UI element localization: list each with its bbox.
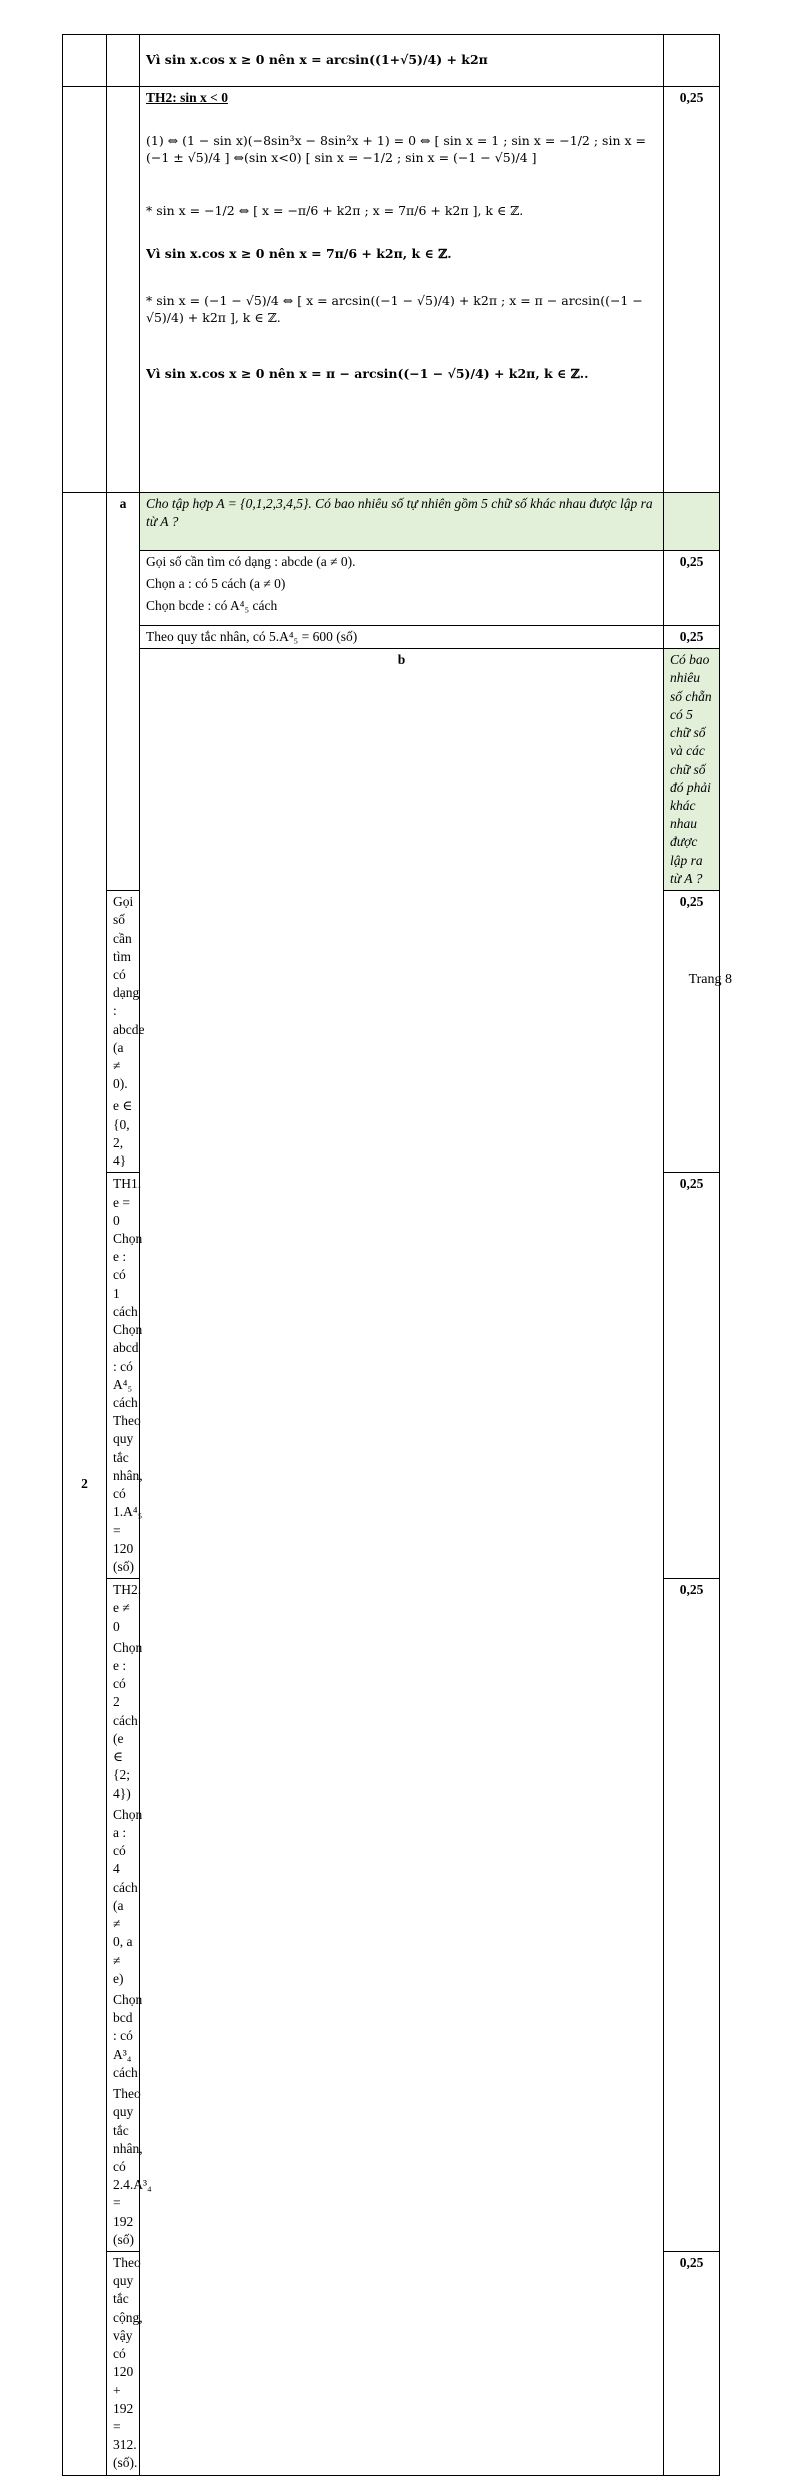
solution-line: Vì sin x.cos x ≥ 0 nên x = π − arcsin((−1 − √5)/4) + k2π, k ∈ ℤ.. xyxy=(146,366,589,382)
solution-line: (1) ⇔ (1 − sin x)(−8sin³x − 8sin²x + 1) = 0 ⇔ [ sin x = 1 ; sin x = −1/2 ; sin x = (−1 ± √5)/4 ] ⇔(sin x<0) [ sin x = −1/2 ; sin x = (−1 − √5)/4 ] xyxy=(146,133,646,166)
solution-line: Chọn e : có 1 cách xyxy=(113,1231,143,1319)
solution-line: * sin x = (−1 − √5)/4 ⇔ [ x = arcsin((−1 − √5)/4) + k2π ; x = π − arcsin((−1 − √5)/4) + k2π ], k ∈ ℤ. xyxy=(146,292,643,325)
solution-line: Theo quy tắc cộng, vậy có 120 + 192 = 312. (số). xyxy=(113,2255,143,2471)
question-text: Có bao nhiêu số chẵn có 5 chữ số và các chữ số đó phải khác nhau được lập ra từ A ? xyxy=(664,649,720,891)
solution-line: Chọn abcd : có A⁴₅ cách xyxy=(113,1322,143,1410)
score-cell: 0,25 xyxy=(664,1579,720,2252)
table-row xyxy=(63,626,720,649)
table-row xyxy=(63,87,720,493)
solution-line: Vì sin x.cos x ≥ 0 nên x = 7π/6 + k2π, k ∈ ℤ. xyxy=(146,245,452,261)
table-row xyxy=(63,493,720,551)
solution-cell xyxy=(107,1579,152,2252)
table-row xyxy=(63,649,720,891)
solution-cell xyxy=(140,551,664,626)
solution-cell xyxy=(140,87,664,493)
solution-line: Vì sin x.cos x ≥ 0 nên x = arcsin((1+√5)/4) + k2π xyxy=(146,52,488,68)
answer-table xyxy=(62,34,720,2476)
solution-line: * sin x = −1/2 ⇔ [ x = −π/6 + k2π ; x = 7π/6 + k2π ], k ∈ ℤ. xyxy=(146,202,524,218)
solution-cell xyxy=(140,35,664,87)
solution-line: Chọn e : có 2 cách (e ∈ {2; 4}) xyxy=(113,1639,143,1801)
score-cell xyxy=(664,35,720,87)
solution-line: Chọn bcde : có A⁴₅ cách xyxy=(146,598,278,614)
score-cell: 0,25 xyxy=(664,551,720,626)
solution-cell xyxy=(107,1173,143,1579)
solution-line: Gọi số cần tìm có dạng : abcde (a ≠ 0). xyxy=(113,894,145,1092)
solution-line: Theo quy tắc nhân, có 5.A⁴₅ = 600 (số) xyxy=(146,629,358,644)
solution-cell xyxy=(107,2252,143,2476)
case-heading: TH2: sin x < 0 xyxy=(146,90,228,105)
solution-line: Chọn a : có 5 cách (a ≠ 0) xyxy=(146,576,286,592)
question-number-cell xyxy=(63,87,107,493)
solution-line: Theo quy tắc nhân, có 1.A⁴₅ = 120 (số) xyxy=(113,1413,143,1574)
part-label-cell xyxy=(107,87,140,493)
solution-line: Chọn a : có 4 cách (a ≠ 0, a ≠ e) xyxy=(113,1806,143,1986)
solution-line: Gọi số cần tìm có dạng : abcde (a ≠ 0). xyxy=(146,554,356,569)
score-cell xyxy=(664,493,720,551)
part-label-cell xyxy=(107,35,140,87)
question-number-cell: 2 xyxy=(63,493,107,2476)
page-number: Trang 8 xyxy=(688,972,732,987)
score-cell: 0,25 xyxy=(664,87,720,493)
question-number-cell xyxy=(63,35,107,87)
question-text: Cho tập hợp A = {0,1,2,3,4,5}. Có bao nhiêu số tự nhiên gồm 5 chữ số khác nhau được lập ra từ A ? xyxy=(140,493,664,551)
solution-line: Theo quy tắc nhân, có 2.4.A³₄ = 192 (số) xyxy=(113,2086,152,2247)
score-cell: 0,25 xyxy=(664,2252,720,2476)
part-label-a: a xyxy=(107,493,140,891)
score-cell: 0,25 xyxy=(664,891,720,1173)
table-row xyxy=(63,551,720,626)
solution-line: Chọn bcd : có A³₄ cách xyxy=(113,1991,143,2080)
solution-cell xyxy=(107,891,145,1173)
score-cell: 0,25 xyxy=(664,1173,720,1579)
score-cell: 0,25 xyxy=(664,626,720,649)
solution-line: TH1. e = 0 xyxy=(113,1176,142,1228)
solution-line: e ∈ {0, 2, 4} xyxy=(113,1098,133,1169)
solution-cell xyxy=(140,626,664,649)
part-label-b: b xyxy=(140,649,664,2475)
solution-line: TH2. e ≠ 0 xyxy=(113,1582,142,1634)
table-row xyxy=(63,35,720,87)
